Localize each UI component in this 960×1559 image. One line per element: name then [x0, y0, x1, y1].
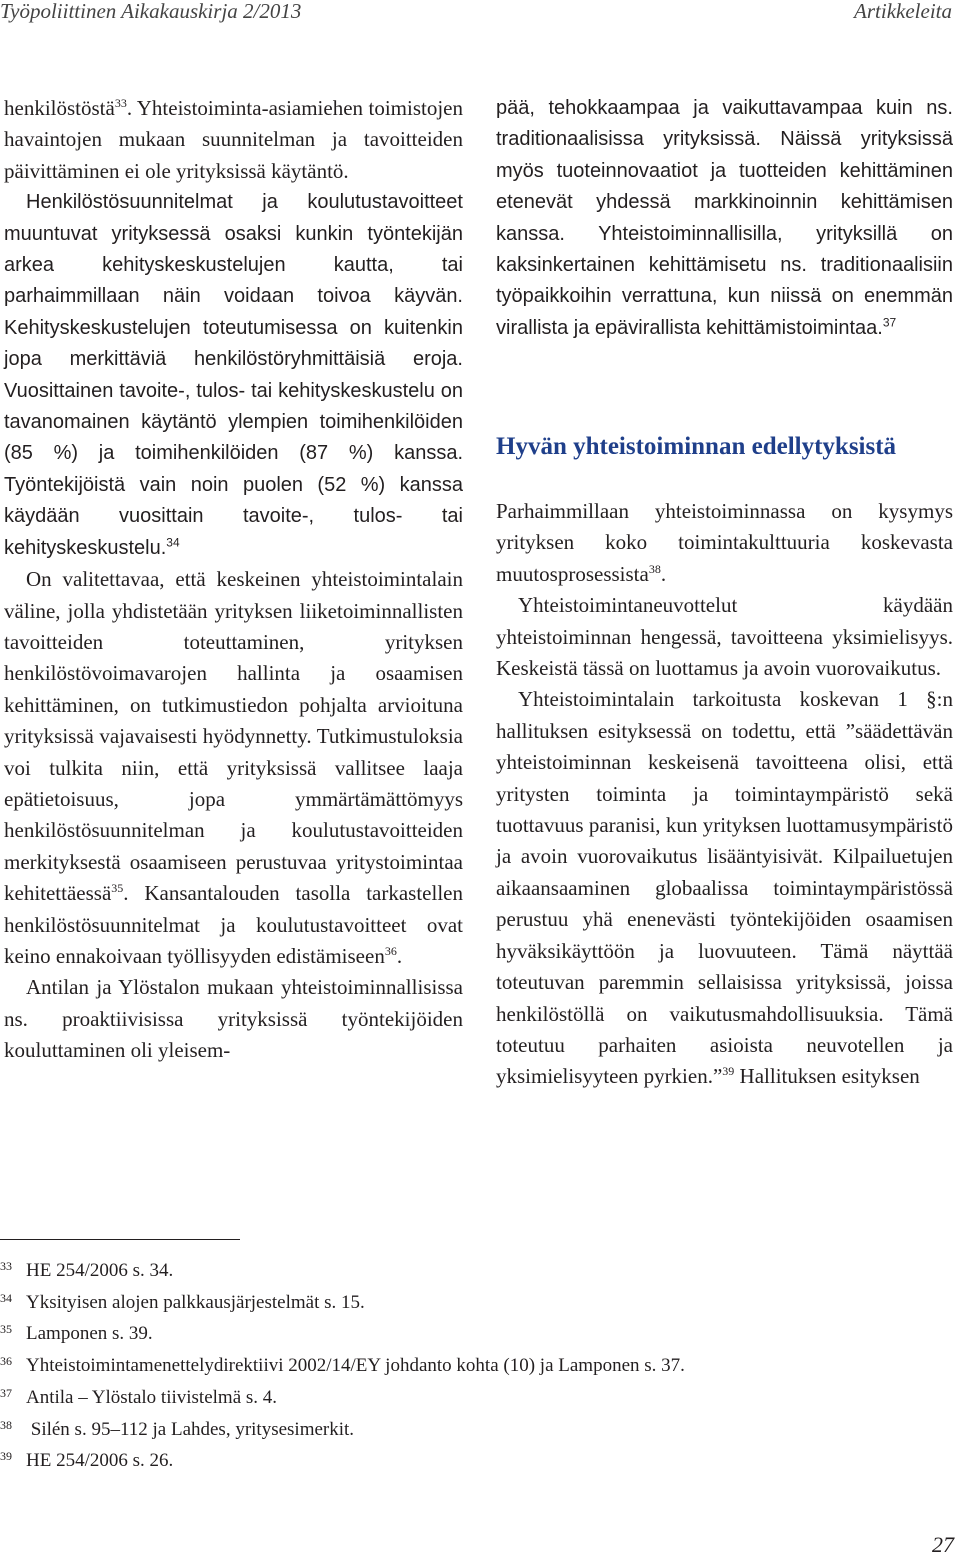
paragraph: Antilan ja Ylöstalon mukaan yhteistoiminnallisissa ns. proaktiivisissa yrityksissä työntekijöiden kouluttaminen oli yleisem-: [4, 975, 463, 1063]
footnote-ref[interactable]: 38: [648, 561, 661, 576]
paragraph: Parhaimmillaan yhteistoiminnassa on kysymys yrityksen koko toimintakulttuuria koskevasta muutosprosessista$^{38}$.: [496, 499, 953, 586]
footnote: 37 Antila – Ylöstalo tiivistelmä s. 4.: [0, 1385, 278, 1408]
section-label: Artikkeleita: [854, 0, 952, 23]
paragraph: pää, tehokkaampaa ja vaikuttavampaa kuin ns. traditionaalisissa yrityksissä. Näissä yrityksissä myös tuoteinnovaatiot ja tuotteiden kehittäminen etenevät yhdessä markkinoinnin kehittämisen kanssa. Yhteistoiminnallisilla, yrityksillä on kaksinkertainen kehittämisetu ns. traditionaalisiin työpaikkoihin verrattuna, kun niissä on enemmän virallista ja epävirallista kehittämistoimintaa.$^{37}$: [496, 97, 953, 339]
footnote: 34 Yksityisen alojen palkkausjärjestelmät s. 15.: [0, 1290, 365, 1313]
section-heading: Hyvän yhteistoiminnan edellytyksistä: [496, 433, 897, 460]
footnote-ref[interactable]: 35: [111, 881, 124, 896]
footnote-ref[interactable]: 33: [114, 96, 127, 110]
footnote-ref[interactable]: 37: [882, 315, 897, 330]
paragraph: henkilöstöstä$^{33}$. Yhteistoiminta-asiamiehen toimistojen havaintojen mukaan suunnitelman ja tavoitteiden päivittäminen ei ole yrityksissä käytäntö.: [4, 96, 463, 183]
footnote-separator: [0, 1239, 240, 1240]
footnote: 39 HE 254/2006 s. 26.: [0, 1449, 174, 1472]
footnote-ref[interactable]: 36: [384, 943, 397, 958]
running-header: [0, 0, 960, 22]
footnote: 35 Lamponen s. 39.: [0, 1322, 153, 1345]
paragraph: Yhteistoimintalain tarkoitusta koskevan 1 §:n hallituksen esityksessä on todettu, että ”säädettävän yhteistoiminnan keskeisenä tavoitteena olisi, että yritysten toiminta ja toimintaympäristö sekä tuottavuus paranisi, kun yrityksen luottamusympäristö ja avoin vuorovaikutus lisääntyisivät. Kilpailuetujen aikaansaaminen globaalissa toimintaympäristössä perustuu yhä enenevästi työntekijöiden osaamisen hyväksikäyttöön ja luovuuteen. Tämä näyttää toteutuvan paremmin sellaisissa yrityksissä, joissa henkilöstöllä on vaikutusmahdollisuuksia. Tämä toteutuu parhaiten asioista neuvotellen ja yksimielisyyteen pyrkien.”$^{39}$ Hallituksen esityksen: [496, 687, 953, 1089]
footnote: 38 Silén s. 95–112 ja Lahdes, yritysesimerkit.: [0, 1417, 355, 1440]
paragraph: On valitettavaa, että keskeinen yhteistoimintalain väline, jolla yhdistetään yrityksen liiketoiminnallisten tavoitteiden toteuttaminen, yrityksen henkilöstövoimavarojen hallinta ja osaamisen kehittäminen, on tutkimustiedon pohjalta arvioituna yrityksissä vajavaisesti hyödynnetty. Tutkimustuloksia voi tulkita niin, että yrityksissä vallitsee laaja epätietoisuus, jopa ymmärtämättömyys henkilöstösuunnitelman ja koulutustavoitteiden merkityksestä osaamiseen perustuvaa yritystoimintaa kehitettäessä$^{35}$. Kansantalouden tasolla tarkastellen henkilöstösuunnitelmat ja koulutustavoitteet ovat keino ennakoivaan työllisyyden edistämiseen$^{36}$.: [4, 567, 463, 968]
right-column-top: [496, 93, 953, 344]
paragraph: Henkilöstösuunnitelmat ja koulutustavoitteet muuntuvat yrityksessä osaksi kunkin työntekijän arkea kehityskeskustelujen kautta, tai parhaimmillaan näin voidaan toivoa käyvän. Kehityskeskustelujen toteutumisessa on kuitenkin jopa merkittäviä henkilöstöryhmittäisiä eroja. Vuosittainen tavoite-, tulos- tai kehityskeskustelu on tavanomainen käytäntö ylempien toimihenkilöiden (85 %) ja toimihenkilöiden (87 %) kanssa. Työntekijöistä vain noin puolen (52 %) kanssa käydään vuosittain tavoite-, tulos- tai kehityskeskustelu.$^{34}$: [4, 191, 463, 559]
journal-title: Työpoliittinen Aikakauskirja 2/2013: [0, 0, 302, 23]
paragraph: Yhteistoimintaneuvottelut käydään yhteistoiminnan hengessä, tavoitteena yksimielisyys. Keskeistä tässä on luottamus ja avoin vuorovaikutus.: [496, 593, 953, 681]
page-number: 27: [932, 1532, 954, 1557]
footnotes: [0, 1253, 685, 1475]
left-column: [4, 93, 463, 1067]
footnote: 36 Yhteistoimintamenettelydirektiivi 2002/14/EY johdanto kohta (10) ja Lamponen s. 37.: [0, 1354, 685, 1377]
footnote-ref[interactable]: 39: [722, 1064, 735, 1079]
right-column-body: [496, 496, 953, 1093]
footnote-ref[interactable]: 34: [166, 535, 180, 550]
footnote: 33 HE 254/2006 s. 34.: [0, 1259, 174, 1281]
